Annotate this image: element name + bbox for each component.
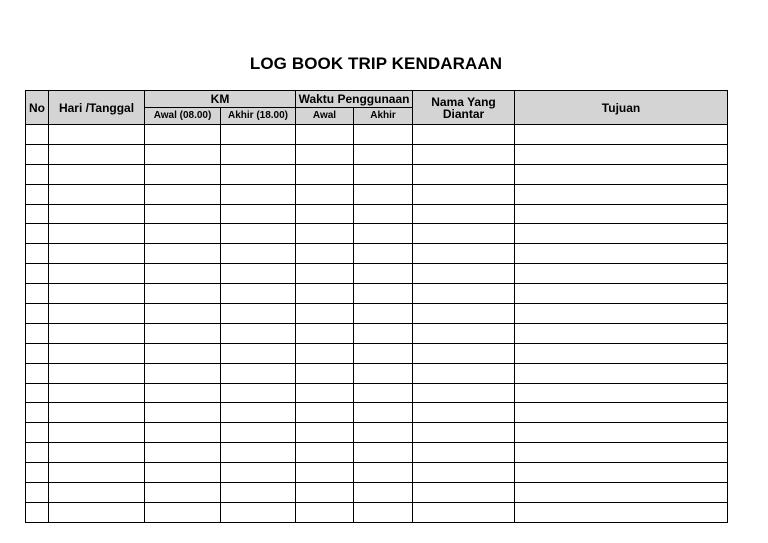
cell-tujuan[interactable]: [515, 423, 728, 443]
cell-tujuan[interactable]: [515, 164, 728, 184]
cell-nama-yang-diantar[interactable]: [413, 483, 515, 503]
cell-nama-yang-diantar[interactable]: [413, 244, 515, 264]
cell-nama-yang-diantar[interactable]: [413, 423, 515, 443]
cell-km-awal[interactable]: [145, 284, 221, 304]
table-row: [26, 423, 728, 443]
log-table: [25, 90, 728, 523]
cell-nama-yang-diantar[interactable]: [413, 443, 515, 463]
cell-waktu-akhir[interactable]: [354, 403, 413, 423]
cell-hari-tanggal[interactable]: [49, 463, 145, 483]
header-no: No: [26, 91, 49, 125]
cell-km-akhir[interactable]: [221, 224, 296, 244]
table-row: [26, 144, 728, 164]
table-row: [26, 463, 728, 483]
cell-nama-yang-diantar[interactable]: [413, 184, 515, 204]
cell-km-akhir[interactable]: [221, 264, 296, 284]
cell-no[interactable]: [26, 443, 49, 463]
header-waktu-penggunaan: Waktu Penggunaan: [296, 91, 413, 108]
cell-nama-yang-diantar[interactable]: [413, 502, 515, 522]
cell-no[interactable]: [26, 403, 49, 423]
cell-waktu-akhir[interactable]: [354, 463, 413, 483]
cell-km-akhir[interactable]: [221, 423, 296, 443]
cell-nama-yang-diantar[interactable]: [413, 323, 515, 343]
cell-waktu-akhir[interactable]: [354, 502, 413, 522]
cell-waktu-awal[interactable]: [296, 403, 354, 423]
cell-waktu-akhir[interactable]: [354, 423, 413, 443]
cell-km-awal[interactable]: [145, 304, 221, 324]
cell-tujuan[interactable]: [515, 483, 728, 503]
cell-no[interactable]: [26, 164, 49, 184]
cell-km-awal[interactable]: [145, 204, 221, 224]
cell-tujuan[interactable]: [515, 403, 728, 423]
cell-waktu-awal[interactable]: [296, 483, 354, 503]
cell-km-awal[interactable]: [145, 224, 221, 244]
cell-waktu-akhir[interactable]: [354, 383, 413, 403]
cell-hari-tanggal[interactable]: [49, 483, 145, 503]
cell-no[interactable]: [26, 184, 49, 204]
header-km-awal: Awal (08.00): [145, 108, 221, 125]
header-nama-yang-diantar: Nama Yang Diantar: [413, 91, 515, 125]
cell-km-akhir[interactable]: [221, 144, 296, 164]
cell-waktu-akhir[interactable]: [354, 144, 413, 164]
cell-waktu-akhir[interactable]: [354, 264, 413, 284]
cell-km-akhir[interactable]: [221, 343, 296, 363]
table-row: [26, 204, 728, 224]
cell-waktu-awal[interactable]: [296, 304, 354, 324]
cell-km-akhir[interactable]: [221, 403, 296, 423]
cell-no[interactable]: [26, 244, 49, 264]
page-title: LOG BOOK TRIP KENDARAAN: [249, 54, 503, 73]
cell-hari-tanggal[interactable]: [49, 244, 145, 264]
cell-no[interactable]: [26, 125, 49, 145]
cell-km-awal[interactable]: [145, 443, 221, 463]
cell-no[interactable]: [26, 204, 49, 224]
cell-no[interactable]: [26, 502, 49, 522]
cell-no[interactable]: [26, 304, 49, 324]
cell-km-akhir[interactable]: [221, 483, 296, 503]
cell-hari-tanggal[interactable]: [49, 304, 145, 324]
table-row: [26, 343, 728, 363]
cell-waktu-awal[interactable]: [296, 463, 354, 483]
header-km-akhir: Akhir (18.00): [221, 108, 296, 125]
cell-nama-yang-diantar[interactable]: [413, 125, 515, 145]
cell-waktu-awal[interactable]: [296, 323, 354, 343]
cell-tujuan[interactable]: [515, 463, 728, 483]
cell-km-akhir[interactable]: [221, 284, 296, 304]
cell-no[interactable]: [26, 383, 49, 403]
cell-km-awal[interactable]: [145, 323, 221, 343]
cell-km-akhir[interactable]: [221, 363, 296, 383]
cell-waktu-akhir[interactable]: [354, 224, 413, 244]
cell-no[interactable]: [26, 284, 49, 304]
cell-tujuan[interactable]: [515, 244, 728, 264]
cell-nama-yang-diantar[interactable]: [413, 304, 515, 324]
table-row: [26, 264, 728, 284]
cell-waktu-awal[interactable]: [296, 164, 354, 184]
cell-km-awal[interactable]: [145, 423, 221, 443]
cell-hari-tanggal[interactable]: [49, 125, 145, 145]
cell-km-awal[interactable]: [145, 144, 221, 164]
cell-tujuan[interactable]: [515, 204, 728, 224]
table-row: [26, 323, 728, 343]
cell-tujuan[interactable]: [515, 363, 728, 383]
cell-tujuan[interactable]: [515, 184, 728, 204]
header-tujuan: Tujuan: [515, 91, 728, 125]
cell-km-awal[interactable]: [145, 383, 221, 403]
table-row: [26, 284, 728, 304]
cell-hari-tanggal[interactable]: [49, 403, 145, 423]
cell-km-awal[interactable]: [145, 463, 221, 483]
cell-tujuan[interactable]: [515, 304, 728, 324]
cell-km-akhir[interactable]: [221, 244, 296, 264]
cell-no[interactable]: [26, 463, 49, 483]
table-row: [26, 502, 728, 522]
cell-waktu-awal[interactable]: [296, 184, 354, 204]
cell-km-akhir[interactable]: [221, 204, 296, 224]
cell-tujuan[interactable]: [515, 323, 728, 343]
table-row: [26, 483, 728, 503]
cell-tujuan[interactable]: [515, 284, 728, 304]
cell-waktu-akhir[interactable]: [354, 483, 413, 503]
cell-waktu-awal[interactable]: [296, 204, 354, 224]
cell-hari-tanggal[interactable]: [49, 502, 145, 522]
table-row: [26, 244, 728, 264]
cell-km-akhir[interactable]: [221, 323, 296, 343]
cell-waktu-awal[interactable]: [296, 264, 354, 284]
cell-km-akhir[interactable]: [221, 304, 296, 324]
cell-nama-yang-diantar[interactable]: [413, 284, 515, 304]
cell-km-akhir[interactable]: [221, 463, 296, 483]
cell-hari-tanggal[interactable]: [49, 184, 145, 204]
table-row: [26, 403, 728, 423]
table-row: [26, 304, 728, 324]
cell-waktu-awal[interactable]: [296, 502, 354, 522]
cell-waktu-akhir[interactable]: [354, 284, 413, 304]
header-waktu-awal: Awal: [296, 108, 354, 125]
cell-waktu-akhir[interactable]: [354, 125, 413, 145]
cell-no[interactable]: [26, 483, 49, 503]
cell-no[interactable]: [26, 323, 49, 343]
cell-hari-tanggal[interactable]: [49, 443, 145, 463]
cell-waktu-akhir[interactable]: [354, 244, 413, 264]
cell-hari-tanggal[interactable]: [49, 224, 145, 244]
cell-nama-yang-diantar[interactable]: [413, 264, 515, 284]
cell-no[interactable]: [26, 224, 49, 244]
table-row: [26, 125, 728, 145]
cell-km-awal[interactable]: [145, 164, 221, 184]
cell-nama-yang-diantar[interactable]: [413, 463, 515, 483]
cell-km-akhir[interactable]: [221, 383, 296, 403]
cell-no[interactable]: [26, 144, 49, 164]
cell-nama-yang-diantar[interactable]: [413, 383, 515, 403]
cell-km-awal[interactable]: [145, 483, 221, 503]
cell-waktu-awal[interactable]: [296, 125, 354, 145]
cell-hari-tanggal[interactable]: [49, 383, 145, 403]
cell-tujuan[interactable]: [515, 383, 728, 403]
cell-km-akhir[interactable]: [221, 125, 296, 145]
cell-km-akhir[interactable]: [221, 502, 296, 522]
table-row: [26, 224, 728, 244]
cell-waktu-akhir[interactable]: [354, 323, 413, 343]
cell-nama-yang-diantar[interactable]: [413, 204, 515, 224]
cell-no[interactable]: [26, 423, 49, 443]
header-hari-tanggal: Hari /Tanggal: [49, 91, 145, 125]
cell-no[interactable]: [26, 343, 49, 363]
cell-waktu-awal[interactable]: [296, 443, 354, 463]
cell-hari-tanggal[interactable]: [49, 363, 145, 383]
cell-km-awal[interactable]: [145, 343, 221, 363]
cell-hari-tanggal[interactable]: [49, 423, 145, 443]
cell-waktu-awal[interactable]: [296, 144, 354, 164]
cell-waktu-awal[interactable]: [296, 343, 354, 363]
cell-tujuan[interactable]: [515, 343, 728, 363]
cell-waktu-awal[interactable]: [296, 244, 354, 264]
cell-km-awal[interactable]: [145, 403, 221, 423]
cell-no[interactable]: [26, 264, 49, 284]
cell-tujuan[interactable]: [515, 144, 728, 164]
cell-waktu-akhir[interactable]: [354, 204, 413, 224]
cell-nama-yang-diantar[interactable]: [413, 403, 515, 423]
cell-waktu-akhir[interactable]: [354, 184, 413, 204]
cell-km-awal[interactable]: [145, 244, 221, 264]
cell-hari-tanggal[interactable]: [49, 343, 145, 363]
cell-no[interactable]: [26, 363, 49, 383]
cell-nama-yang-diantar[interactable]: [413, 144, 515, 164]
cell-nama-yang-diantar[interactable]: [413, 363, 515, 383]
cell-tujuan[interactable]: [515, 224, 728, 244]
cell-tujuan[interactable]: [515, 443, 728, 463]
table-row: [26, 363, 728, 383]
cell-km-akhir[interactable]: [221, 184, 296, 204]
cell-km-akhir[interactable]: [221, 443, 296, 463]
cell-hari-tanggal[interactable]: [49, 323, 145, 343]
cell-waktu-akhir[interactable]: [354, 443, 413, 463]
cell-km-awal[interactable]: [145, 264, 221, 284]
cell-nama-yang-diantar[interactable]: [413, 224, 515, 244]
cell-waktu-awal[interactable]: [296, 383, 354, 403]
cell-km-awal[interactable]: [145, 502, 221, 522]
cell-hari-tanggal[interactable]: [49, 204, 145, 224]
cell-waktu-awal[interactable]: [296, 224, 354, 244]
cell-waktu-akhir[interactable]: [354, 363, 413, 383]
cell-km-awal[interactable]: [145, 125, 221, 145]
log-table-body: [26, 125, 728, 523]
cell-hari-tanggal[interactable]: [49, 284, 145, 304]
cell-tujuan[interactable]: [515, 264, 728, 284]
cell-waktu-akhir[interactable]: [354, 304, 413, 324]
table-row: [26, 184, 728, 204]
cell-waktu-akhir[interactable]: [354, 343, 413, 363]
cell-hari-tanggal[interactable]: [49, 144, 145, 164]
table-row: [26, 383, 728, 403]
cell-waktu-akhir[interactable]: [354, 164, 413, 184]
cell-waktu-awal[interactable]: [296, 363, 354, 383]
cell-nama-yang-diantar[interactable]: [413, 164, 515, 184]
cell-nama-yang-diantar[interactable]: [413, 343, 515, 363]
cell-waktu-awal[interactable]: [296, 284, 354, 304]
cell-km-awal[interactable]: [145, 184, 221, 204]
cell-km-awal[interactable]: [145, 363, 221, 383]
cell-tujuan[interactable]: [515, 125, 728, 145]
cell-waktu-awal[interactable]: [296, 423, 354, 443]
header-waktu-akhir: Akhir: [354, 108, 413, 125]
cell-km-akhir[interactable]: [221, 164, 296, 184]
table-row: [26, 164, 728, 184]
header-km: KM: [145, 91, 296, 108]
table-row: [26, 443, 728, 463]
cell-hari-tanggal[interactable]: [49, 164, 145, 184]
cell-hari-tanggal[interactable]: [49, 264, 145, 284]
cell-tujuan[interactable]: [515, 502, 728, 522]
